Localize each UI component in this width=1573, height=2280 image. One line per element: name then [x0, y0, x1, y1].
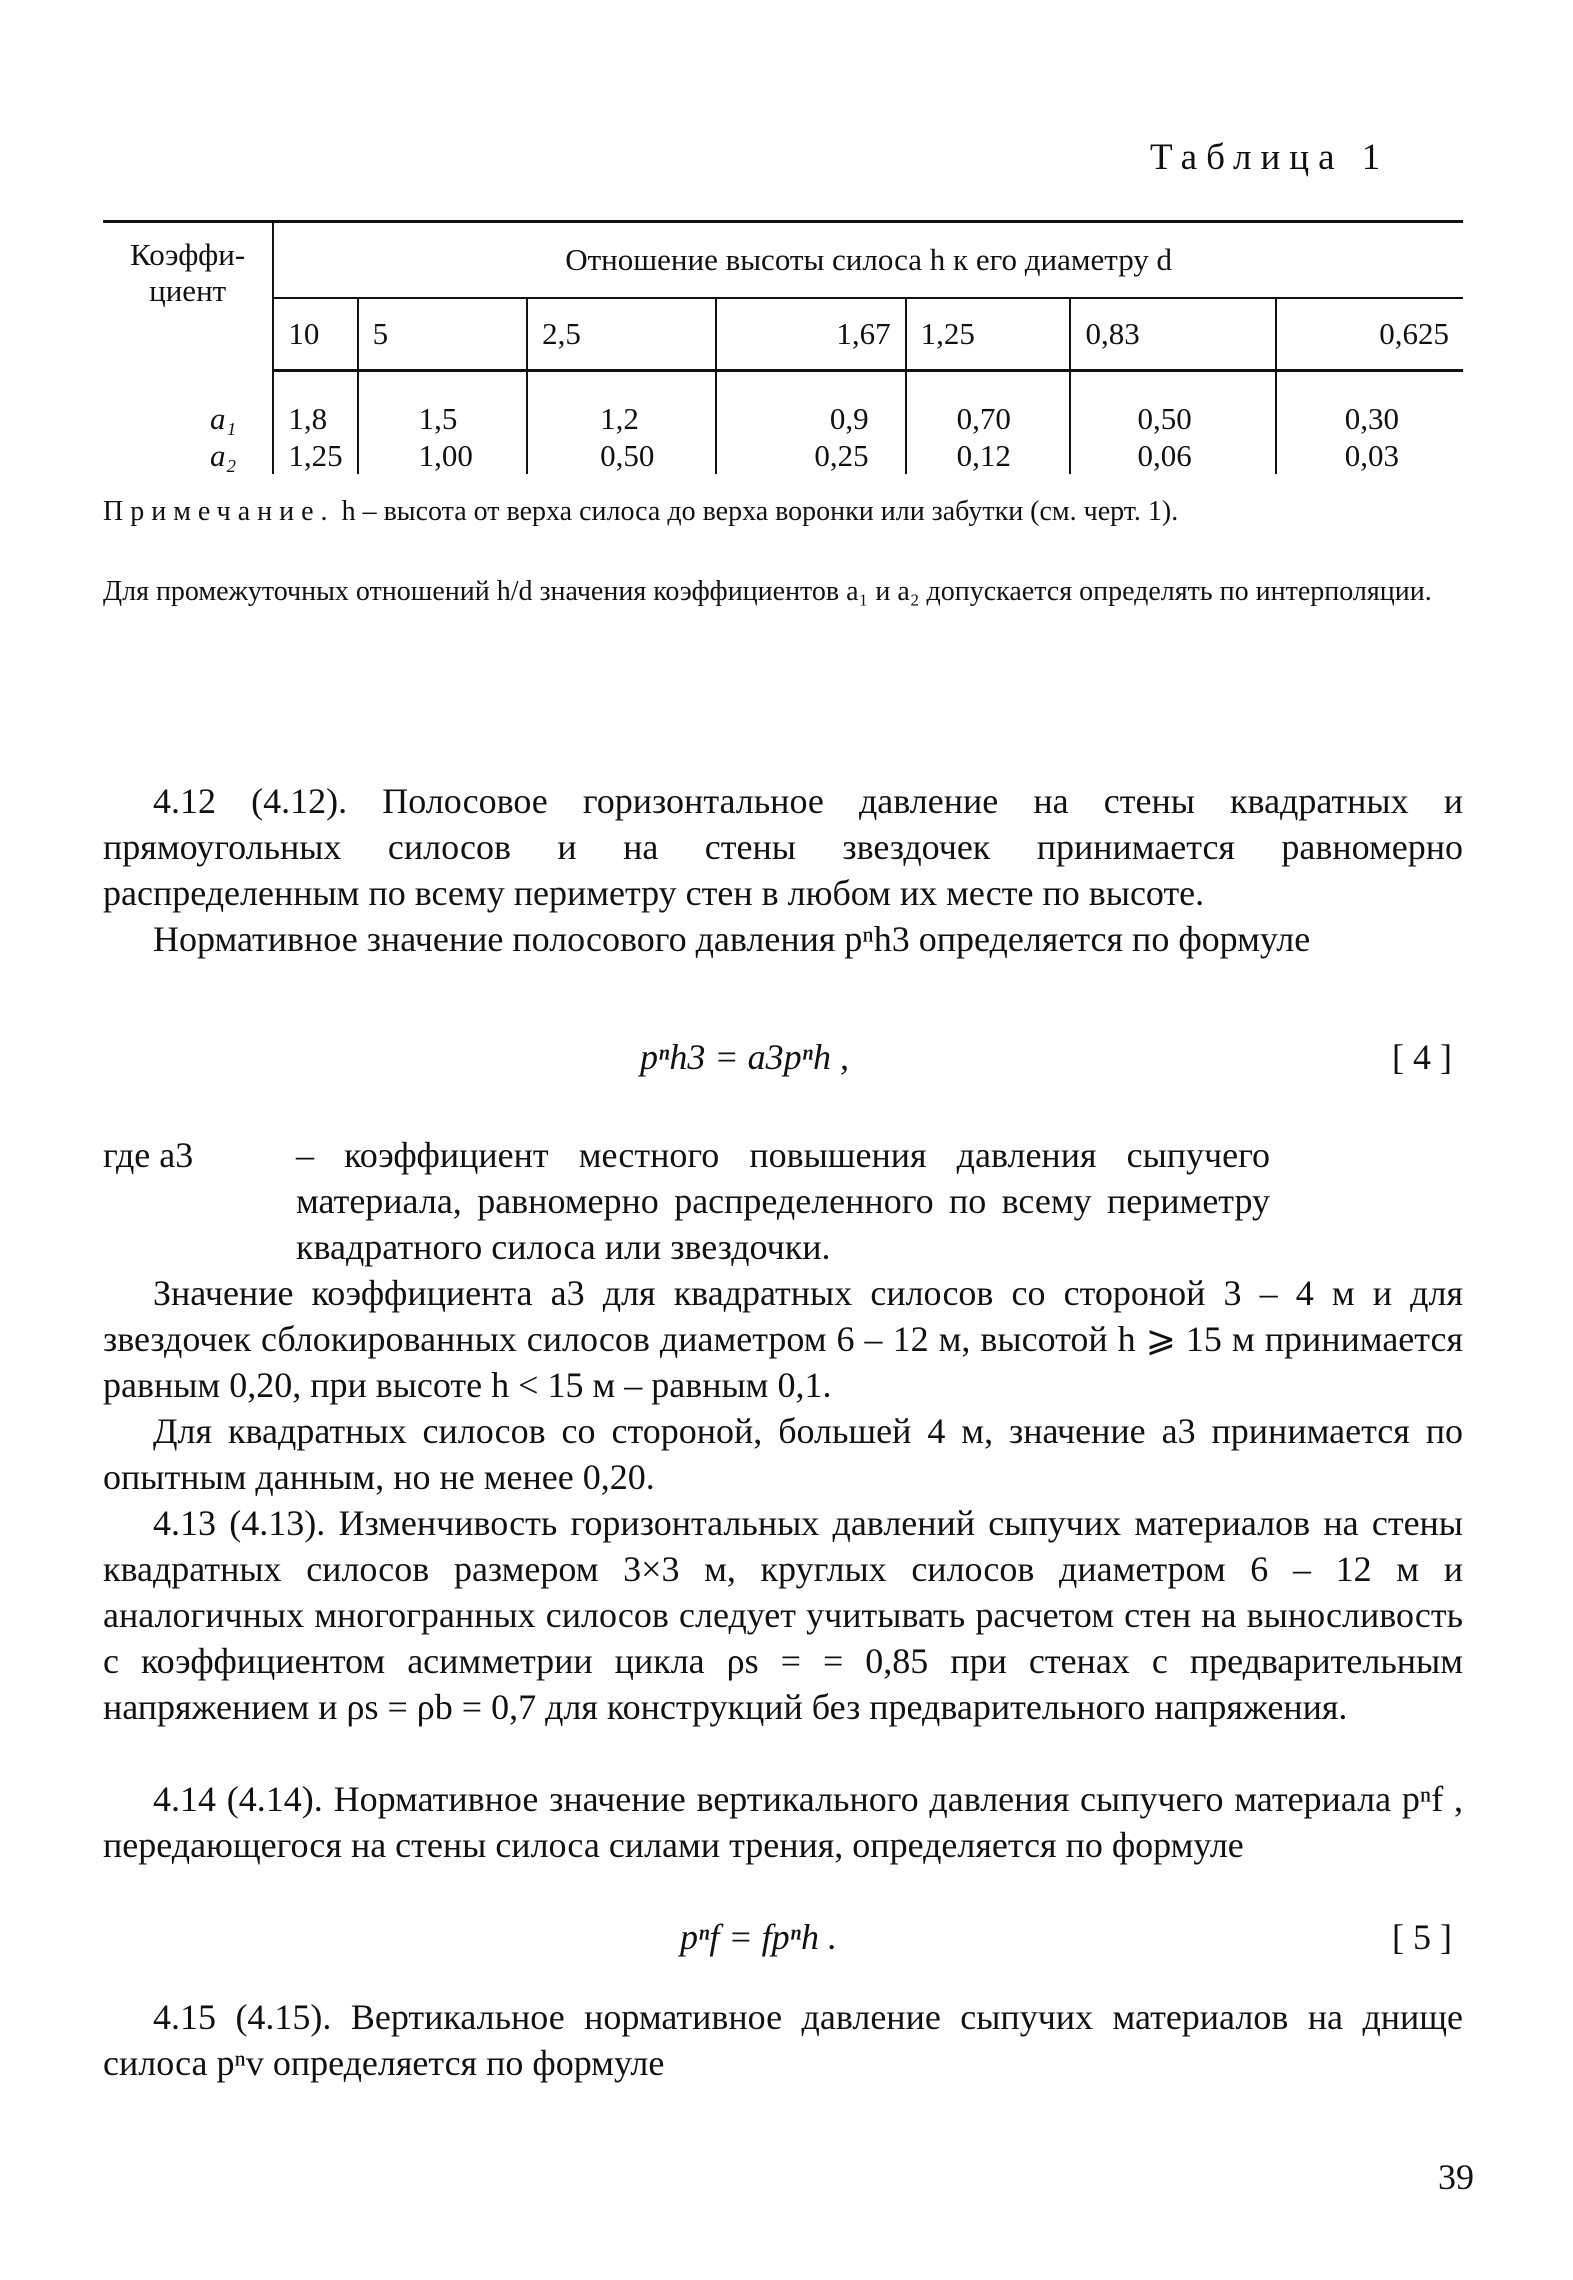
table-row	[103, 437, 1463, 474]
column-header: 1,25	[906, 298, 1071, 371]
table-cell: 1,2	[527, 400, 716, 437]
table-cell: 0,50	[527, 437, 716, 474]
table-cell: 0,9	[716, 400, 906, 437]
note-label: Примечание.	[103, 496, 335, 527]
paragraph-4-13: 4.13 (4.13). Изменчивость горизонтальных давлений сыпучих материалов на стены квадратных силосов размером 3×3 м, круглых силосов диаметром 6 – 12 м и аналогичных многогранных силосов следует учитывать расчетом стен на выносливость с коэффициентом асимметрии цикла ρs = = 0,85 при стенах с предварительным напряжением и ρs = ρb = 0,7 для конструкций без предварительного напряжения.	[103, 1503, 1463, 1727]
header-coefficient: Коэффи- циент	[103, 222, 273, 371]
where-block	[103, 1132, 1463, 1272]
column-header: 0,625	[1276, 298, 1463, 371]
table-cell: 1,00	[358, 437, 527, 474]
coefficient-table	[103, 220, 1463, 474]
table-cell: 0,06	[1070, 437, 1276, 474]
row-name: a₂	[103, 437, 273, 474]
column-header: 5	[358, 298, 527, 371]
column-header: 0,83	[1070, 298, 1276, 371]
where-term: где a3	[103, 1135, 194, 1175]
page-number: 39	[1438, 2157, 1474, 2197]
formula-5: pⁿf = fpⁿh .	[680, 1917, 837, 1957]
where-definition: – коэффициент местного повышения давления сыпучего материала, равномерно распределенного по всему периметру квадратного силоса или звездочки.	[296, 1135, 1270, 1267]
column-header: 2,5	[527, 298, 716, 371]
paragraph-a3-large: Для квадратных силосов со стороной, большей 4 м, значение a3 принимается по опытным данным, но не менее 0,20.	[103, 1411, 1463, 1497]
table-cell: 1,8	[273, 400, 357, 437]
table-cell: 0,50	[1070, 400, 1276, 437]
paragraph-4-12: 4.12 (4.12). Полосовое горизонтальное давление на стены квадратных и прямоугольных силосов и на стены звездочек принимается равномерно распределенным по всему периметру стен в любом их месте по высоте.	[103, 781, 1463, 913]
header-ratio: Отношение высоты силоса h к его диаметру d	[273, 222, 1463, 299]
table-cell: 0,70	[906, 400, 1071, 437]
table-row	[103, 400, 1463, 437]
table-cell: 0,30	[1344, 401, 1399, 436]
row-name: a₁	[103, 400, 273, 437]
equation-number-5: [ 5 ]	[1392, 1917, 1452, 1957]
paragraph-4-15: 4.15 (4.15). Вертикальное нормативное давление сыпучих материалов на днище силоса pⁿv определяется по формуле	[103, 1997, 1463, 2083]
paragraph-4-12-normative: Нормативное значение полосового давления pⁿh3 определяется по формуле	[153, 919, 1311, 959]
table-cell: 0,03	[1344, 438, 1399, 473]
paragraph-4-14: 4.14 (4.14). Нормативное значение вертикального давления сыпучего материала pⁿf , передающегося на стены силоса силами трения, определяется по формуле	[103, 1779, 1463, 1865]
table-cell: 1,5	[358, 400, 527, 437]
table-note	[103, 492, 1463, 532]
note-line-1: h – высота от верха силоса до верха воронки или забутки (см. черт. 1).	[341, 496, 1179, 527]
paragraph-a3-value: Значение коэффициента a3 для квадратных силосов со стороной 3 – 4 м и для звездочек сблокированных силосов диаметром 6 – 12 м, высотой h ⩾ 15 м принимается равным 0,20, при высоте h < 15 м – равным 0,1.	[103, 1273, 1463, 1405]
table-cell: 0,25	[716, 437, 906, 474]
table-cell: 1,25	[273, 437, 357, 474]
note-interpolation: Для промежуточных отношений h/d значения коэффициентов a₁ и a₂ допускается определять по интерполяции.	[103, 576, 1432, 607]
formula-4: pⁿh3 = a3pⁿh ,	[640, 1037, 849, 1077]
equation-number-4: [ 4 ]	[1392, 1037, 1452, 1077]
column-header: 1,67	[716, 298, 906, 371]
table-caption: Таблица 1	[1150, 137, 1390, 178]
table-cell: 0,12	[906, 437, 1071, 474]
column-header: 10	[273, 298, 357, 371]
